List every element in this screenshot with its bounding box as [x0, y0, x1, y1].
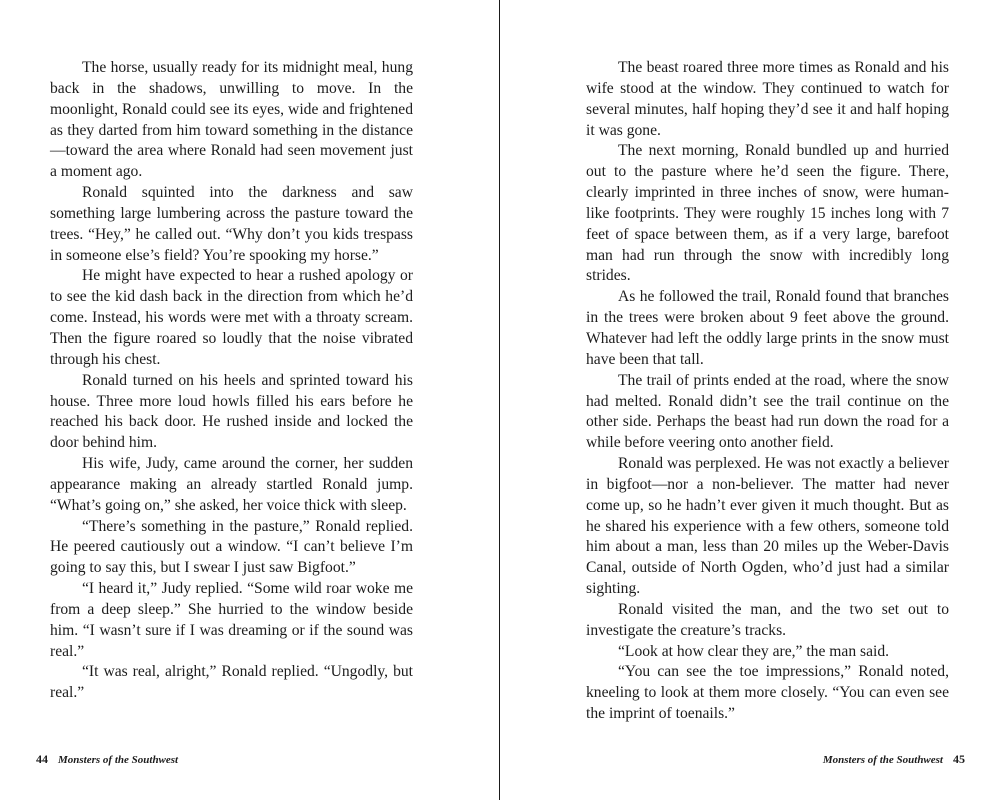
paragraph: Ronald was perplexed. He was not exactly a believer in bigfoot—nor a non-believer. The matter had never come up, so he hadn’t ever given it much thought. But as he shared his experience with a few others, someone told him about a man, less than 20 miles up the Weber-Davis Canal, outside of North Ogden, who’d just had a similar sighting. — [586, 455, 949, 598]
paragraph: The trail of prints ended at the road, where the snow had melted. Ronald didn’t see the trail continue on the other side. Perhaps the beast had run down the road for a while before veering onto another field. — [586, 371, 949, 452]
paragraph: “It was real, alright,” Ronald replied. “Ungodly, but real.” — [50, 663, 413, 702]
running-title: Monsters of the Southwest — [58, 754, 179, 766]
paragraph: “There’s something in the pasture,” Ronald replied. He peered cautiously out a window. “I can’t believe I’m going to say this, but I swear I just saw Bigfoot.” — [50, 517, 413, 577]
paragraph: The horse, usually ready for its midnight meal, hung back in the shadows, unwilling to move. In the moonlight, Ronald could see its eyes, wide and frightened as they darted from him toward something in the distance—toward the area where Ronald had seen movement just a moment ago. — [50, 59, 413, 181]
right-page — [500, 0, 999, 800]
paragraph: His wife, Judy, came around the corner, her sudden appearance making an already startled Ronald jump. “What’s going on,” she asked, her voice thick with sleep. — [50, 455, 413, 514]
paragraph: He might have expected to hear a rushed apology or to see the kid dash back in the direction from which he’d come. Instead, his words were met with a throaty scream. Then the figure roared so loudly that the noise vibrated through his chest. — [50, 267, 413, 368]
right-page-footer — [823, 752, 965, 767]
page-number: 45 — [953, 752, 965, 766]
paragraph: As he followed the trail, Ronald found that branches in the trees were broken about 9 feet above the ground. Whatever had left the oddly large prints in the snow must have been that tall. — [586, 288, 949, 368]
left-page-footer — [36, 752, 178, 767]
paragraph: The beast roared three more times as Ronald and his wife stood at the window. They continued to watch for several minutes, half hoping they’d see it and half hoping it was gone. — [586, 59, 949, 139]
page-number: 44 — [36, 752, 48, 766]
paragraph: “I heard it,” Judy replied. “Some wild roar woke me from a deep sleep.” She hurried to the window beside him. “I wasn’t sure if I was dreaming or if the sound was real.” — [50, 580, 413, 660]
paragraph: The next morning, Ronald bundled up and hurried out to the pasture where he’d seen the figure. There, clearly imprinted in three inches of snow, were human-like footprints. They were roughly 15 inches long with 7 feet of space between them, as if a very large, barefoot man had run through the snow with incredibly long strides. — [586, 142, 949, 285]
right-page-text — [586, 58, 949, 725]
left-page — [0, 0, 499, 800]
paragraph: Ronald squinted into the darkness and saw something large lumbering across the pasture toward the trees. “Hey,” he called out. “Why don’t you kids trespass in someone else’s field? You’re spooking my horse.” — [50, 184, 413, 264]
paragraph: “You can see the toe impressions,” Ronald noted, kneeling to look at them more closely. “You can even see the imprint of toenails.” — [586, 663, 949, 723]
paragraph: “Look at how clear they are,” the man said. — [618, 642, 890, 660]
running-title: Monsters of the Southwest — [822, 754, 943, 766]
paragraph: Ronald visited the man, and the two set out to investigate the creature’s tracks. — [586, 600, 949, 639]
paragraph: Ronald turned on his heels and sprinted toward his house. Three more loud howls filled his ears before he reached his back door. He rushed inside and locked the door behind him. — [50, 371, 413, 452]
left-page-text — [50, 58, 413, 704]
